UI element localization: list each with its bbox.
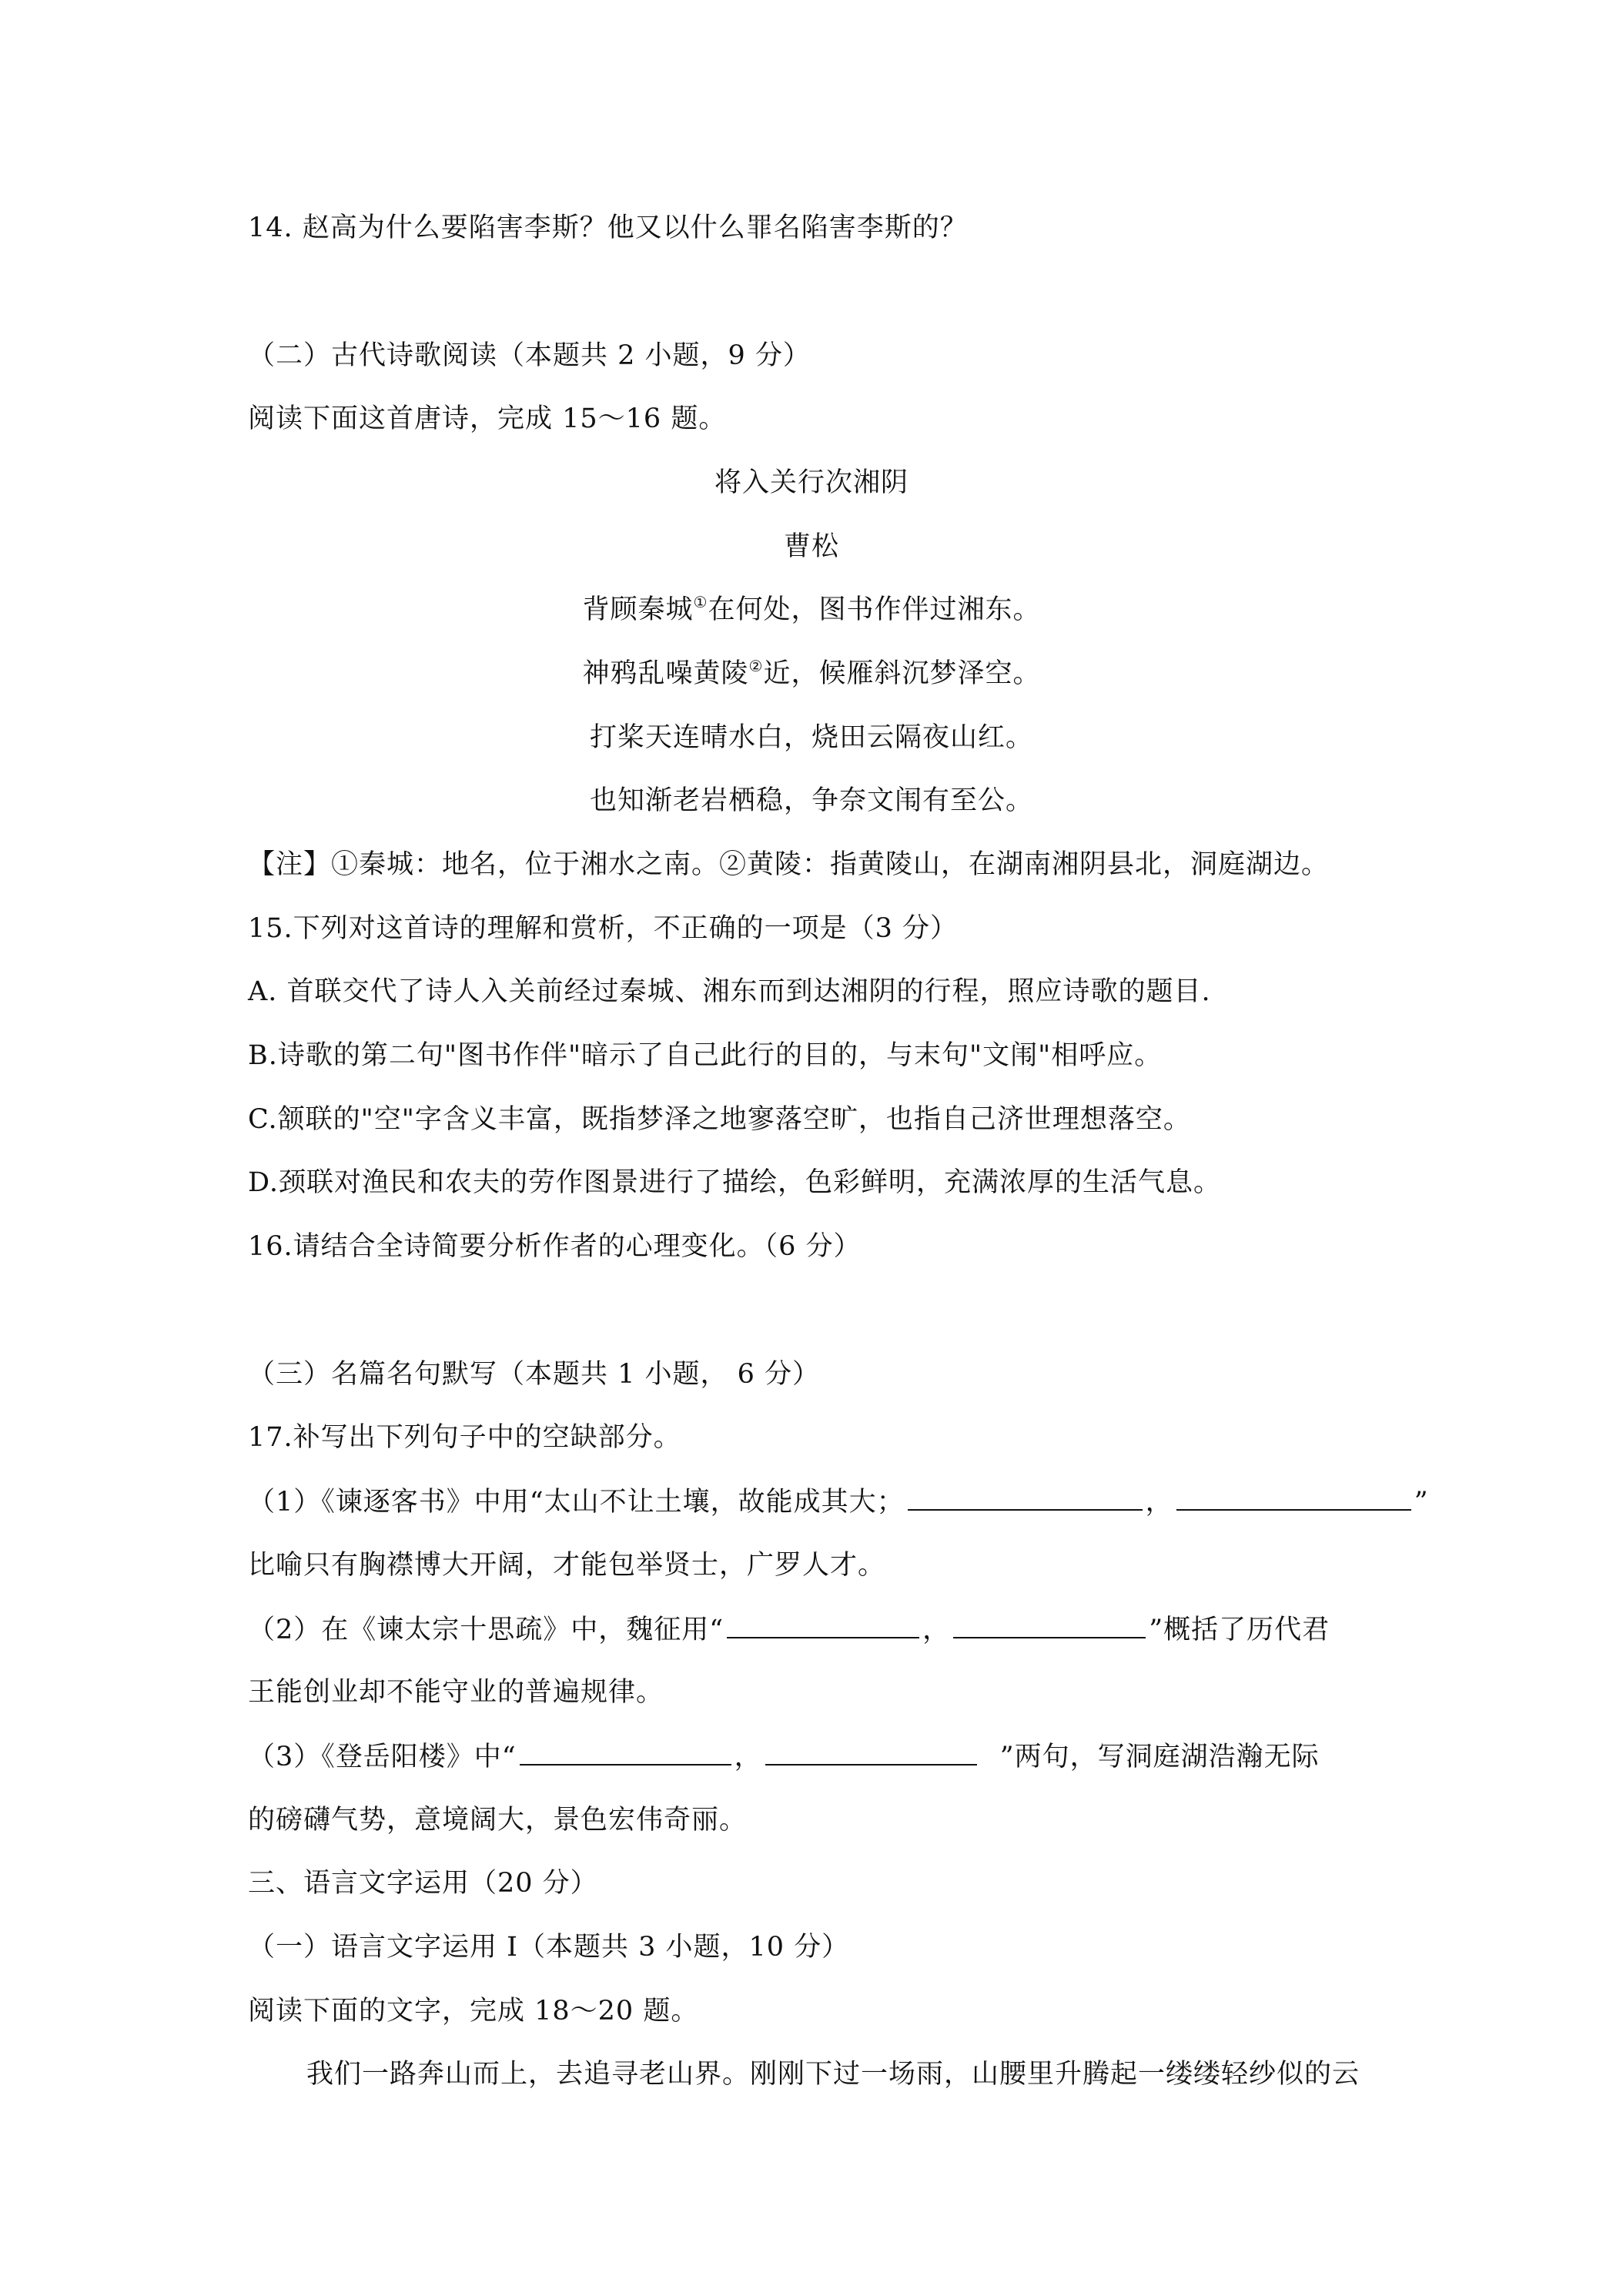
poem-line-2-a: 神鸦乱噪黄陵 (582, 658, 749, 689)
item-2-text: （2）在《谏太宗十思疏》中，魏征用“ (248, 1615, 724, 1645)
question-15-option-d: D.颈联对渔民和农夫的劳作图景进行了描绘，色彩鲜明，充满浓厚的生活气息。 (248, 1167, 1221, 1198)
question-15-option-c: C.颔联的"空"字含义丰富，既指梦泽之地寥落空旷，也指自己济世理想落空。 (248, 1104, 1191, 1135)
poem-author: 曹松 (783, 531, 839, 562)
fill-blank-2a[interactable] (727, 1611, 919, 1638)
subsection-header-language: （一）语言文字运用 I（本题共 3 小题，10 分） (248, 1932, 850, 1963)
poem-line-1-a: 背顾秦城 (582, 594, 694, 625)
item-1-close-quote: ” (1414, 1487, 1429, 1518)
part-3-header: 三、语言文字运用（20 分） (248, 1868, 598, 1899)
question-17-item-3-cont: 的磅礴气势，意境阔大，景色宏伟奇丽。 (248, 1805, 748, 1836)
question-16: 16.请结合全诗简要分析作者的心理变化。（6 分） (248, 1231, 862, 1262)
section-header-recitation: （三）名篇名句默写（本题共 1 小题， 6 分） (248, 1359, 821, 1390)
poem-line-3: 打桨天连晴水白，烧田云隔夜山红。 (589, 722, 1033, 753)
footnote-marker-1: ① (693, 593, 708, 611)
item-2-separator: ， (922, 1615, 951, 1645)
poem-line-2 (0, 655, 1623, 692)
fill-blank-1b[interactable] (1176, 1483, 1411, 1511)
fill-blank-3a[interactable] (520, 1738, 731, 1766)
poem-line-4: 也知渐老岩栖稳，争奈文闱有至公。 (589, 785, 1033, 816)
section-header-poetry: （二）古代诗歌阅读（本题共 2 小题，9 分） (248, 340, 811, 371)
item-3-separator: ， (734, 1742, 762, 1772)
reading-intro: 阅读下面的文字，完成 18～20 题。 (248, 1996, 699, 2027)
poem-intro: 阅读下面这首唐诗，完成 15～16 题。 (248, 403, 727, 434)
poem-line-1-b: 在何处，图书作伴过湘东。 (708, 594, 1041, 625)
question-17-item-2 (248, 1611, 1330, 1648)
poem-title: 将入关行次湘阴 (714, 467, 909, 498)
question-17-item-2-cont: 王能创业却不能守业的普遍规律。 (248, 1677, 664, 1708)
question-15-stem: 15.下列对这首诗的理解和赏析，不正确的一项是（3 分） (248, 913, 959, 944)
fill-blank-2b[interactable] (953, 1611, 1146, 1638)
fill-blank-1a[interactable] (908, 1483, 1143, 1511)
question-15-option-a: A. 首联交代了诗人入关前经过秦城、湘东而到达湘阴的行程，照应诗歌的题目. (248, 976, 1211, 1007)
fill-blank-3b[interactable] (765, 1738, 977, 1766)
item-2-rest: ”概括了历代君 (1149, 1615, 1330, 1645)
poem-line-2-b: 近，候雁斜沉梦泽空。 (763, 658, 1041, 689)
item-1-separator: ， (1145, 1487, 1173, 1518)
question-17-item-1 (248, 1483, 1429, 1521)
question-17-item-3 (248, 1738, 1320, 1776)
item-3-text: （3）《登岳阳楼》中“ (248, 1742, 517, 1772)
passage-paragraph-start: 我们一路奔山而上，去追寻老山界。刚刚下过一场雨，山腰里升腾起一缕缕轻纱似的云 (306, 2059, 1360, 2090)
question-15-option-b: B.诗歌的第二句"图书作伴"暗示了自己此行的目的，与末句"文闱"相呼应。 (248, 1040, 1163, 1071)
question-14: 14. 赵高为什么要陷害李斯？他又以什么罪名陷害李斯的？ (248, 213, 968, 243)
poem-line-1 (0, 591, 1623, 628)
question-17-item-1-cont: 比喻只有胸襟博大开阔，才能包举贤士，广罗人才。 (248, 1550, 886, 1581)
item-1-text: （1）《谏逐客书》中用“太山不让土壤，故能成其大； (248, 1487, 905, 1518)
question-17-stem: 17.补写出下列句子中的空缺部分。 (248, 1422, 681, 1453)
footnote-marker-2: ② (748, 657, 764, 675)
item-3-rest: ”两句，写洞庭湖浩瀚无际 (999, 1742, 1320, 1772)
poem-note: 【注】①秦城：地名，位于湘水之南。②黄陵：指黄陵山，在湖南湘阴县北，洞庭湖边。 (248, 849, 1330, 880)
